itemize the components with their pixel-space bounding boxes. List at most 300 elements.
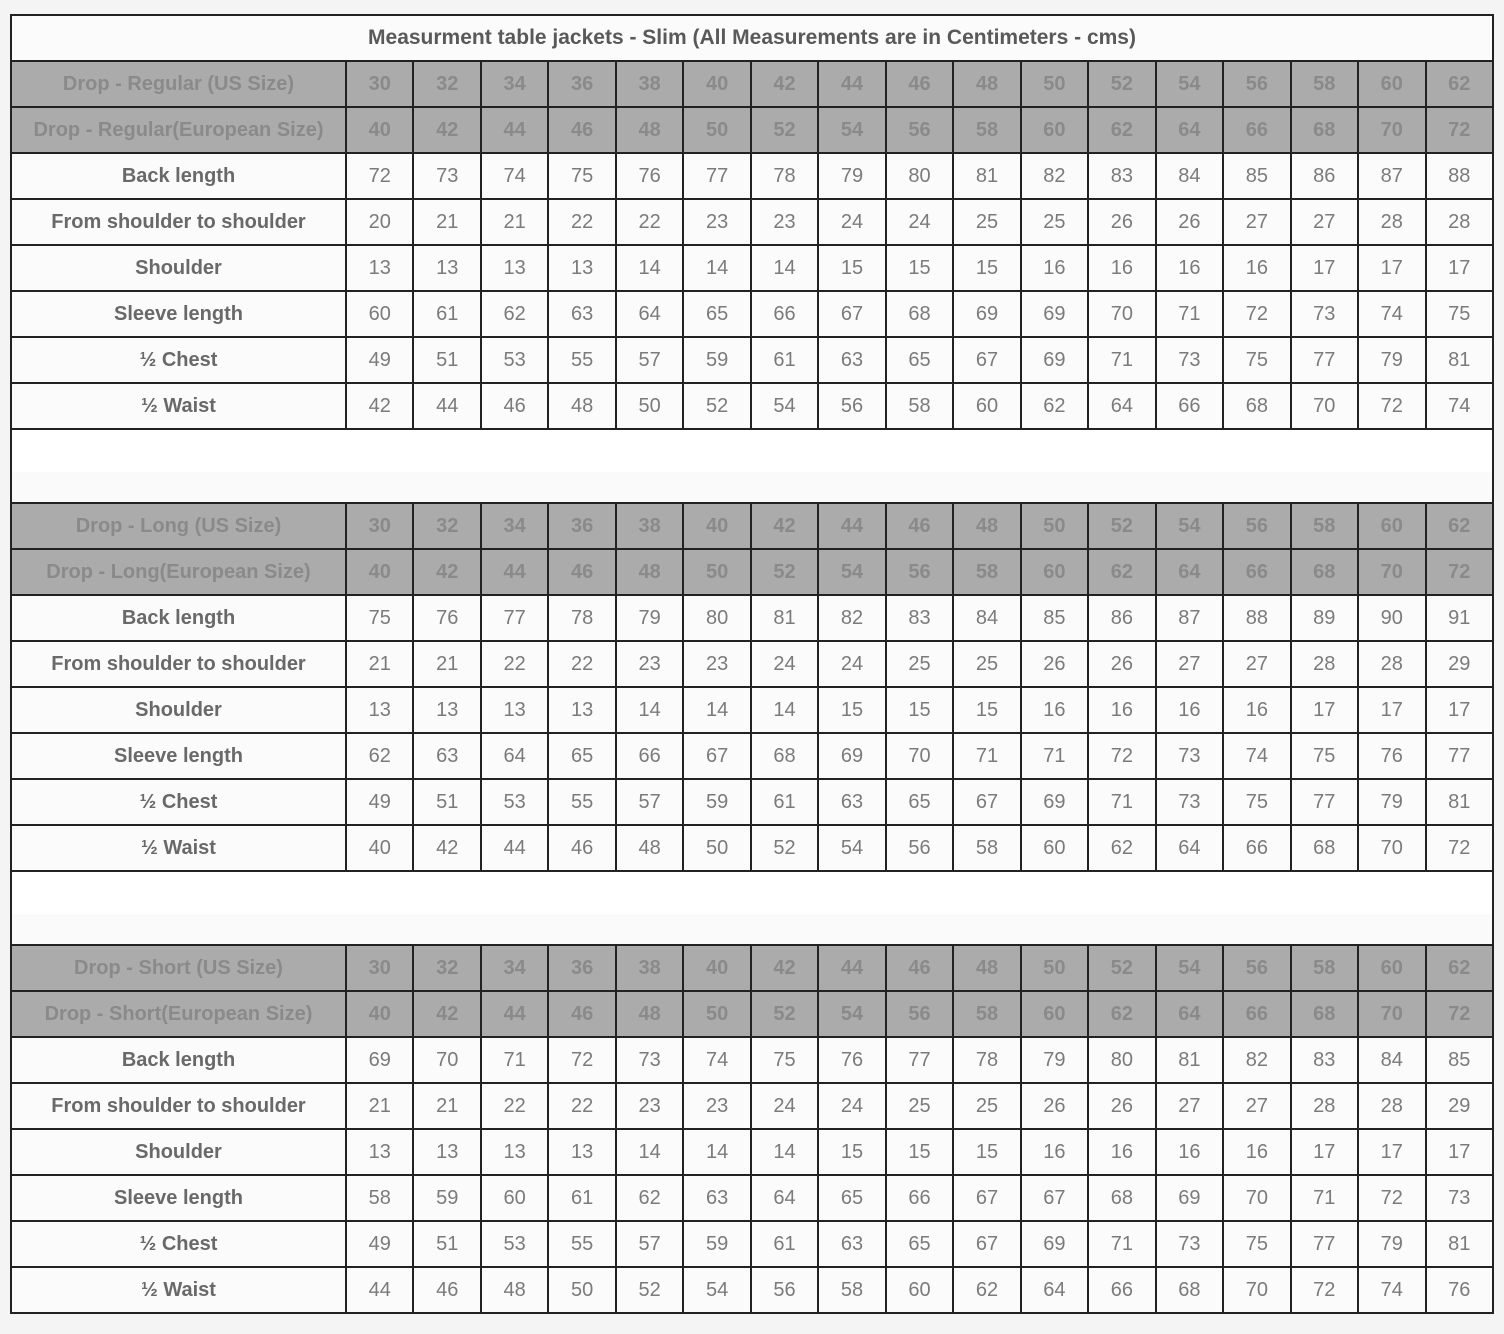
measurement-value-cell: 62 [1021, 383, 1088, 429]
measurement-value-cell: 66 [886, 1175, 953, 1221]
measurement-value-cell: 66 [751, 291, 818, 337]
measurement-value-cell: 14 [683, 245, 750, 291]
measurement-value-cell: 61 [413, 291, 480, 337]
us-size-cell: 62 [1426, 503, 1494, 549]
measurement-value-cell: 66 [1088, 1267, 1155, 1313]
measurement-value-cell: 82 [818, 595, 885, 641]
measurement-value-cell: 74 [1223, 733, 1290, 779]
eu-size-cell: 66 [1223, 107, 1290, 153]
measurement-value-cell: 91 [1426, 595, 1494, 641]
page-title: Measurment table jackets - Slim (All Measurements are in Centimeters - cms) [11, 15, 1493, 61]
spacer-cell [11, 871, 1493, 914]
measurement-row [11, 733, 1493, 779]
measurement-value-cell: 14 [751, 1129, 818, 1175]
measurement-row-label: Sleeve length [11, 291, 346, 337]
measurement-value-cell: 51 [413, 337, 480, 383]
measurement-value-cell: 57 [616, 1221, 683, 1267]
section-spacer [11, 429, 1493, 503]
eu-size-cell: 60 [1021, 549, 1088, 595]
eu-size-cell: 44 [481, 107, 548, 153]
measurement-value-cell: 67 [1021, 1175, 1088, 1221]
measurement-value-cell: 48 [481, 1267, 548, 1313]
measurement-value-cell: 61 [751, 337, 818, 383]
eu-size-cell: 50 [683, 107, 750, 153]
measurement-value-cell: 13 [346, 245, 413, 291]
section-long [11, 503, 1493, 871]
us-size-cell: 58 [1291, 61, 1358, 107]
measurement-value-cell: 64 [616, 291, 683, 337]
us-size-cell: 32 [413, 503, 480, 549]
measurement-value-cell: 78 [953, 1037, 1020, 1083]
measurement-value-cell: 13 [548, 687, 615, 733]
measurement-value-cell: 17 [1291, 1129, 1358, 1175]
measurement-value-cell: 73 [1156, 1221, 1223, 1267]
measurement-value-cell: 84 [953, 595, 1020, 641]
measurement-row-label: Shoulder [11, 245, 346, 291]
measurement-value-cell: 23 [683, 641, 750, 687]
measurement-value-cell: 17 [1358, 1129, 1425, 1175]
measurement-value-cell: 70 [1223, 1267, 1290, 1313]
measurement-value-cell: 67 [953, 337, 1020, 383]
measurement-value-cell: 77 [1291, 1221, 1358, 1267]
us-size-cell: 42 [751, 945, 818, 991]
us-size-cell: 30 [346, 945, 413, 991]
measurement-row-label: Sleeve length [11, 733, 346, 779]
us-size-cell: 62 [1426, 61, 1494, 107]
measurement-value-cell: 64 [1088, 383, 1155, 429]
measurement-value-cell: 26 [1088, 641, 1155, 687]
us-size-cell: 42 [751, 61, 818, 107]
measurement-value-cell: 68 [1291, 825, 1358, 871]
measurement-value-cell: 16 [1021, 687, 1088, 733]
us-size-cell: 34 [481, 503, 548, 549]
measurement-value-cell: 85 [1021, 595, 1088, 641]
measurement-value-cell: 23 [751, 199, 818, 245]
measurement-value-cell: 22 [481, 641, 548, 687]
measurement-row [11, 1267, 1493, 1313]
measurement-value-cell: 61 [548, 1175, 615, 1221]
measurement-value-cell: 72 [1358, 1175, 1425, 1221]
measurement-value-cell: 85 [1426, 1037, 1494, 1083]
measurement-value-cell: 73 [1291, 291, 1358, 337]
measurement-value-cell: 53 [481, 1221, 548, 1267]
measurement-row-label: ½ Waist [11, 1267, 346, 1313]
us-size-cell: 52 [1088, 503, 1155, 549]
measurement-value-cell: 46 [481, 383, 548, 429]
eu-size-cell: 66 [1223, 549, 1290, 595]
measurement-value-cell: 49 [346, 1221, 413, 1267]
measurement-row [11, 383, 1493, 429]
measurement-value-cell: 26 [1088, 1083, 1155, 1129]
eu-size-cell: 70 [1358, 549, 1425, 595]
measurement-value-cell: 25 [886, 641, 953, 687]
us-size-cell: 54 [1156, 945, 1223, 991]
us-size-cell: 62 [1426, 945, 1494, 991]
measurement-value-cell: 13 [413, 687, 480, 733]
measurement-value-cell: 25 [953, 199, 1020, 245]
measurement-row [11, 291, 1493, 337]
measurement-value-cell: 69 [1021, 337, 1088, 383]
measurement-value-cell: 64 [1156, 825, 1223, 871]
measurement-value-cell: 60 [1021, 825, 1088, 871]
spacer-cell [11, 429, 1493, 472]
measurement-value-cell: 68 [1156, 1267, 1223, 1313]
measurement-value-cell: 14 [616, 1129, 683, 1175]
measurement-value-cell: 75 [751, 1037, 818, 1083]
measurement-value-cell: 50 [616, 383, 683, 429]
us-size-cell: 30 [346, 61, 413, 107]
measurement-value-cell: 55 [548, 779, 615, 825]
eu-size-cell: 46 [548, 991, 615, 1037]
eu-size-cell: 42 [413, 549, 480, 595]
measurement-value-cell: 17 [1426, 245, 1494, 291]
measurement-value-cell: 81 [1426, 779, 1494, 825]
us-size-cell: 44 [818, 61, 885, 107]
measurement-value-cell: 60 [953, 383, 1020, 429]
measurement-value-cell: 20 [346, 199, 413, 245]
measurement-value-cell: 27 [1156, 1083, 1223, 1129]
eu-size-cell: 68 [1291, 107, 1358, 153]
measurement-value-cell: 68 [751, 733, 818, 779]
measurement-value-cell: 70 [413, 1037, 480, 1083]
measurement-value-cell: 77 [1426, 733, 1494, 779]
measurement-value-cell: 56 [886, 825, 953, 871]
us-size-cell: 42 [751, 503, 818, 549]
measurement-value-cell: 16 [1021, 245, 1088, 291]
measurement-value-cell: 58 [953, 825, 1020, 871]
measurement-value-cell: 16 [1088, 245, 1155, 291]
measurement-value-cell: 27 [1223, 641, 1290, 687]
measurement-value-cell: 15 [886, 1129, 953, 1175]
header-label-us: Drop - Regular (US Size) [11, 61, 346, 107]
measurement-value-cell: 63 [818, 1221, 885, 1267]
measurement-value-cell: 27 [1223, 1083, 1290, 1129]
eu-size-cell: 56 [886, 991, 953, 1037]
eu-size-cell: 56 [886, 549, 953, 595]
measurement-value-cell: 78 [751, 153, 818, 199]
measurement-value-cell: 67 [953, 1175, 1020, 1221]
measurement-value-cell: 13 [413, 1129, 480, 1175]
measurement-value-cell: 66 [616, 733, 683, 779]
us-size-cell: 54 [1156, 61, 1223, 107]
measurement-value-cell: 17 [1426, 687, 1494, 733]
measurement-value-cell: 50 [548, 1267, 615, 1313]
measurement-table [10, 14, 1494, 1314]
eu-size-cell: 60 [1021, 107, 1088, 153]
eu-size-cell: 64 [1156, 107, 1223, 153]
measurement-value-cell: 24 [886, 199, 953, 245]
measurement-value-cell: 59 [413, 1175, 480, 1221]
measurement-row [11, 1221, 1493, 1267]
measurement-value-cell: 79 [1358, 337, 1425, 383]
measurement-value-cell: 75 [1223, 337, 1290, 383]
us-size-cell: 48 [953, 503, 1020, 549]
measurement-value-cell: 27 [1156, 641, 1223, 687]
measurement-value-cell: 59 [683, 337, 750, 383]
measurement-value-cell: 25 [953, 641, 1020, 687]
measurement-value-cell: 77 [1291, 779, 1358, 825]
measurement-value-cell: 79 [1358, 1221, 1425, 1267]
measurement-value-cell: 21 [413, 641, 480, 687]
eu-size-cell: 62 [1088, 107, 1155, 153]
measurement-value-cell: 79 [616, 595, 683, 641]
measurement-value-cell: 14 [683, 1129, 750, 1175]
header-row-eu-short [11, 991, 1493, 1037]
header-label-eu: Drop - Long(European Size) [11, 549, 346, 595]
measurement-value-cell: 51 [413, 779, 480, 825]
measurement-row [11, 199, 1493, 245]
us-size-cell: 52 [1088, 61, 1155, 107]
measurement-value-cell: 73 [1156, 779, 1223, 825]
eu-size-cell: 48 [616, 549, 683, 595]
us-size-cell: 36 [548, 945, 615, 991]
measurement-value-cell: 67 [953, 1221, 1020, 1267]
measurement-value-cell: 79 [818, 153, 885, 199]
measurement-value-cell: 52 [751, 825, 818, 871]
us-size-cell: 36 [548, 61, 615, 107]
measurement-row-label: ½ Waist [11, 825, 346, 871]
eu-size-cell: 62 [1088, 991, 1155, 1037]
measurement-value-cell: 83 [1291, 1037, 1358, 1083]
measurement-value-cell: 22 [616, 199, 683, 245]
measurement-value-cell: 28 [1291, 1083, 1358, 1129]
header-label-us: Drop - Short (US Size) [11, 945, 346, 991]
measurement-value-cell: 14 [683, 687, 750, 733]
us-size-cell: 50 [1021, 61, 1088, 107]
measurement-value-cell: 56 [751, 1267, 818, 1313]
measurement-value-cell: 73 [413, 153, 480, 199]
measurement-value-cell: 40 [346, 825, 413, 871]
measurement-value-cell: 27 [1291, 199, 1358, 245]
us-size-cell: 38 [616, 945, 683, 991]
measurement-value-cell: 26 [1088, 199, 1155, 245]
header-row-us-long [11, 503, 1493, 549]
eu-size-cell: 54 [818, 107, 885, 153]
measurement-value-cell: 67 [953, 779, 1020, 825]
measurement-value-cell: 70 [886, 733, 953, 779]
measurement-row [11, 153, 1493, 199]
measurement-value-cell: 14 [751, 687, 818, 733]
eu-size-cell: 68 [1291, 991, 1358, 1037]
measurement-value-cell: 72 [1088, 733, 1155, 779]
measurement-value-cell: 29 [1426, 1083, 1494, 1129]
measurement-value-cell: 25 [886, 1083, 953, 1129]
us-size-cell: 40 [683, 503, 750, 549]
measurement-value-cell: 74 [683, 1037, 750, 1083]
measurement-value-cell: 69 [1156, 1175, 1223, 1221]
measurement-value-cell: 53 [481, 779, 548, 825]
measurement-value-cell: 70 [1291, 383, 1358, 429]
us-size-cell: 34 [481, 945, 548, 991]
us-size-cell: 44 [818, 945, 885, 991]
measurement-value-cell: 17 [1358, 245, 1425, 291]
header-label-eu: Drop - Regular(European Size) [11, 107, 346, 153]
measurement-value-cell: 72 [1223, 291, 1290, 337]
measurement-value-cell: 24 [751, 1083, 818, 1129]
measurement-value-cell: 49 [346, 779, 413, 825]
measurement-row-label: Sleeve length [11, 1175, 346, 1221]
measurement-value-cell: 71 [1088, 1221, 1155, 1267]
measurement-value-cell: 64 [751, 1175, 818, 1221]
measurement-value-cell: 75 [548, 153, 615, 199]
measurement-value-cell: 14 [751, 245, 818, 291]
header-row-eu-regular [11, 107, 1493, 153]
measurement-value-cell: 64 [481, 733, 548, 779]
measurement-value-cell: 76 [616, 153, 683, 199]
spacer-row [11, 914, 1493, 945]
measurement-value-cell: 16 [1156, 687, 1223, 733]
measurement-value-cell: 84 [1156, 153, 1223, 199]
measurement-value-cell: 67 [683, 733, 750, 779]
measurement-value-cell: 54 [751, 383, 818, 429]
spacer-row [11, 871, 1493, 914]
us-size-cell: 48 [953, 61, 1020, 107]
measurement-value-cell: 26 [1156, 199, 1223, 245]
measurement-row [11, 595, 1493, 641]
us-size-cell: 32 [413, 61, 480, 107]
measurement-value-cell: 58 [346, 1175, 413, 1221]
measurement-value-cell: 24 [818, 199, 885, 245]
measurement-value-cell: 13 [481, 245, 548, 291]
measurement-value-cell: 15 [953, 687, 1020, 733]
measurement-value-cell: 62 [346, 733, 413, 779]
measurement-value-cell: 62 [616, 1175, 683, 1221]
measurement-value-cell: 16 [1156, 1129, 1223, 1175]
measurement-value-cell: 63 [818, 337, 885, 383]
measurement-value-cell: 83 [1088, 153, 1155, 199]
measurement-value-cell: 68 [1223, 383, 1290, 429]
measurement-value-cell: 28 [1426, 199, 1494, 245]
measurement-value-cell: 15 [953, 1129, 1020, 1175]
title-row [11, 15, 1493, 61]
eu-size-cell: 48 [616, 107, 683, 153]
measurement-row-label: Shoulder [11, 1129, 346, 1175]
measurement-value-cell: 89 [1291, 595, 1358, 641]
measurement-value-cell: 25 [1021, 199, 1088, 245]
measurement-value-cell: 13 [548, 1129, 615, 1175]
measurement-row [11, 779, 1493, 825]
measurement-value-cell: 87 [1358, 153, 1425, 199]
eu-size-cell: 52 [751, 107, 818, 153]
us-size-cell: 60 [1358, 503, 1425, 549]
measurement-value-cell: 26 [1021, 1083, 1088, 1129]
measurement-row [11, 1175, 1493, 1221]
measurement-row-label: ½ Chest [11, 779, 346, 825]
measurement-value-cell: 17 [1426, 1129, 1494, 1175]
measurement-row [11, 825, 1493, 871]
measurement-value-cell: 42 [346, 383, 413, 429]
us-size-cell: 50 [1021, 503, 1088, 549]
measurement-value-cell: 14 [616, 245, 683, 291]
measurement-value-cell: 74 [1358, 1267, 1425, 1313]
measurement-value-cell: 16 [1088, 1129, 1155, 1175]
spacer-row [11, 472, 1493, 503]
eu-size-cell: 44 [481, 991, 548, 1037]
measurement-value-cell: 56 [818, 383, 885, 429]
header-row-eu-long [11, 549, 1493, 595]
eu-size-cell: 60 [1021, 991, 1088, 1037]
measurement-value-cell: 83 [886, 595, 953, 641]
measurement-value-cell: 23 [683, 199, 750, 245]
us-size-cell: 40 [683, 61, 750, 107]
measurement-value-cell: 13 [481, 687, 548, 733]
measurement-value-cell: 26 [1021, 641, 1088, 687]
measurement-value-cell: 90 [1358, 595, 1425, 641]
measurement-value-cell: 65 [818, 1175, 885, 1221]
measurement-value-cell: 71 [1021, 733, 1088, 779]
measurement-value-cell: 86 [1088, 595, 1155, 641]
eu-size-cell: 66 [1223, 991, 1290, 1037]
measurement-value-cell: 82 [1021, 153, 1088, 199]
measurement-value-cell: 49 [346, 337, 413, 383]
measurement-row-label: ½ Chest [11, 1221, 346, 1267]
measurement-value-cell: 58 [886, 383, 953, 429]
measurement-value-cell: 46 [548, 825, 615, 871]
measurement-value-cell: 23 [616, 641, 683, 687]
measurement-value-cell: 72 [346, 153, 413, 199]
measurement-value-cell: 13 [346, 1129, 413, 1175]
measurement-value-cell: 16 [1223, 687, 1290, 733]
section-short [11, 945, 1493, 1313]
measurement-value-cell: 76 [1426, 1267, 1494, 1313]
eu-size-cell: 64 [1156, 549, 1223, 595]
eu-size-cell: 64 [1156, 991, 1223, 1037]
us-size-cell: 46 [886, 503, 953, 549]
eu-size-cell: 40 [346, 549, 413, 595]
measurement-value-cell: 24 [818, 641, 885, 687]
measurement-value-cell: 16 [1223, 1129, 1290, 1175]
measurement-value-cell: 74 [1426, 383, 1494, 429]
measurement-value-cell: 81 [751, 595, 818, 641]
eu-size-cell: 44 [481, 549, 548, 595]
measurement-row-label: From shoulder to shoulder [11, 199, 346, 245]
measurement-value-cell: 77 [683, 153, 750, 199]
measurement-row [11, 1083, 1493, 1129]
eu-size-cell: 40 [346, 991, 413, 1037]
measurement-value-cell: 17 [1358, 687, 1425, 733]
measurement-row [11, 245, 1493, 291]
us-size-cell: 60 [1358, 945, 1425, 991]
measurement-value-cell: 65 [886, 1221, 953, 1267]
eu-size-cell: 70 [1358, 991, 1425, 1037]
measurement-value-cell: 52 [683, 383, 750, 429]
eu-size-cell: 46 [548, 107, 615, 153]
measurement-value-cell: 75 [1291, 733, 1358, 779]
measurement-value-cell: 61 [751, 779, 818, 825]
measurement-value-cell: 84 [1358, 1037, 1425, 1083]
measurement-value-cell: 17 [1291, 245, 1358, 291]
us-size-cell: 58 [1291, 503, 1358, 549]
measurement-value-cell: 66 [1223, 825, 1290, 871]
measurement-value-cell: 65 [886, 779, 953, 825]
eu-size-cell: 40 [346, 107, 413, 153]
eu-size-cell: 58 [953, 991, 1020, 1037]
eu-size-cell: 46 [548, 549, 615, 595]
measurement-value-cell: 77 [1291, 337, 1358, 383]
measurement-value-cell: 15 [818, 245, 885, 291]
eu-size-cell: 58 [953, 549, 1020, 595]
measurement-value-cell: 21 [346, 641, 413, 687]
us-size-cell: 46 [886, 945, 953, 991]
measurement-value-cell: 80 [886, 153, 953, 199]
measurement-row-label: From shoulder to shoulder [11, 641, 346, 687]
us-size-cell: 58 [1291, 945, 1358, 991]
us-size-cell: 60 [1358, 61, 1425, 107]
measurement-row-label: From shoulder to shoulder [11, 1083, 346, 1129]
measurement-value-cell: 78 [548, 595, 615, 641]
us-size-cell: 30 [346, 503, 413, 549]
measurement-value-cell: 60 [481, 1175, 548, 1221]
